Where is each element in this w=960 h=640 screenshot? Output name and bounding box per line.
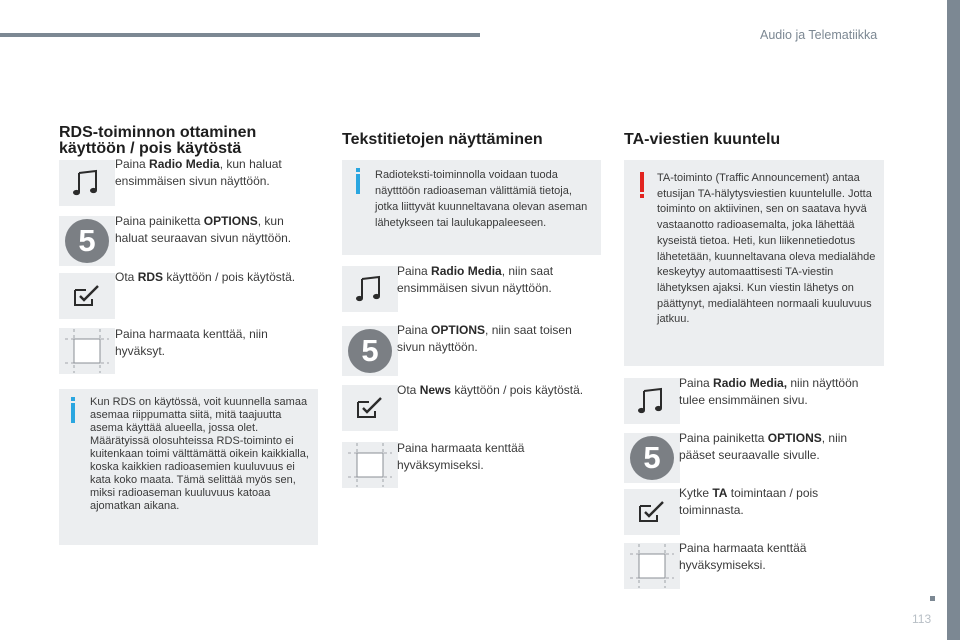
col2-step-1: Paina Radio Media, niin saat ensimmäisen sivun näyttöön. (397, 264, 554, 295)
confirm-icon-box (342, 442, 398, 488)
number-5-icon: 5 (630, 436, 674, 480)
page-number: 113 (912, 612, 932, 626)
col3-step-1: Paina Radio Media, niin näyttöön tulee ensimmäinen sivu. (679, 376, 859, 407)
col2-step-4: Paina harmaata kenttää hyväksymiseksi. (397, 441, 525, 472)
music-note-icon (355, 275, 385, 303)
col3-step-2: Paina painiketta OPTIONS, niin pääset seuraavalle sivulle. (679, 431, 848, 462)
warning-icon (640, 172, 644, 192)
rds-info-text: Kun RDS on käytössä, voit kuunnella samaa asemaa riippumatta siitä, mitä taajuutta asema käyttää alueella, jossa olet. Määrätyissä olosuhteissa RDS-toiminto ei kuitenkaan toimi välttämättä oikein kaikkialla, koska kaikkien radioasemien kuuluvuus ei kata koko maata. Tämä selittää myös sen, miksi radioaseman kuuluvuus katoaa ajomatkan aikana. (90, 396, 309, 512)
page-marker (930, 596, 935, 601)
step-icon-box (342, 326, 398, 376)
number-5-icon: 5 (65, 219, 109, 263)
checkbox-icon (637, 500, 667, 524)
music-icon-box (624, 378, 680, 424)
info-icon (356, 174, 360, 194)
step-icon-box (59, 216, 115, 266)
checkbox-icon (355, 396, 385, 420)
music-note-icon (72, 169, 102, 197)
info-icon (71, 403, 75, 423)
step-icon-box (624, 433, 680, 483)
radiotext-info-note (342, 160, 601, 255)
page-edge-bar (947, 0, 960, 640)
col3-step-3: Kytke TA toimintaan / pois toiminnasta. (679, 486, 819, 517)
col2-step-2: Paina OPTIONS, niin saat toisen sivun näyttöön. (397, 323, 572, 354)
confirm-field-icon (348, 443, 392, 487)
number-5-icon: 5 (348, 329, 392, 373)
music-icon-box (342, 266, 398, 312)
confirm-field-icon (630, 544, 674, 588)
confirm-icon-box (59, 328, 115, 374)
section-title: Audio ja Telematiikka (760, 28, 878, 42)
music-icon-box (59, 160, 115, 206)
col1-step-2: Paina painiketta OPTIONS, kun haluat seuraavan sivun näyttöön. (115, 214, 292, 245)
col1-step-1: Paina Radio Media, kun haluat ensimmäisen sivun näyttöön. (115, 157, 282, 188)
confirm-field-icon (65, 329, 109, 373)
col3-step-4: Paina harmaata kenttää hyväksymiseksi. (679, 541, 807, 572)
col1-step-3: Ota RDS käyttöön / pois käytöstä. (115, 270, 296, 284)
header-rule (0, 33, 480, 37)
warning-dot (640, 194, 644, 198)
col1-heading: RDS-toiminnon ottaminen käyttöön / pois käytöstä (59, 124, 257, 157)
radiotext-info-text: Radioteksti-toiminnolla voidaan tuoda näytttöön radioaseman välittämiä tietoja, jotka liittyvät kuunneltavana olevan aseman lähetykseen tai laulukappaleeseen. (375, 169, 588, 229)
check-icon-box (342, 385, 398, 431)
col3-heading: TA-viestien kuuntelu (624, 131, 781, 148)
col2-heading: Tekstitietojen näyttäminen (342, 131, 543, 148)
col1-step-4: Paina harmaata kenttää, niin hyväksyt. (115, 327, 268, 358)
check-icon-box (59, 273, 115, 319)
music-note-icon (637, 387, 667, 415)
ta-warning-text: TA-toiminto (Traffic Announcement) antaa etusijan TA-hälytysviestien kuuntelulle. Jotta toiminto on aktiivinen, sen on saatava hyvä vastaanotto radioasemalta, joka lähettää kyseistä tietoa. Heti, kun liikennetiedotus lähetetään, kuunneltavana oleva medialähde keskeytyy automaattisesti TA-viestin lähetyksen ajaksi. Kun viestin lähetys on päättynyt, medialähteen normaali kuuluvuus jatkuu. (657, 172, 876, 326)
check-icon-box (624, 489, 680, 535)
confirm-icon-box (624, 543, 680, 589)
ta-warning-note (624, 160, 884, 366)
col2-step-3: Ota News käyttöön / pois käytöstä. (397, 383, 584, 397)
checkbox-icon (72, 284, 102, 308)
rds-info-note (59, 389, 318, 545)
